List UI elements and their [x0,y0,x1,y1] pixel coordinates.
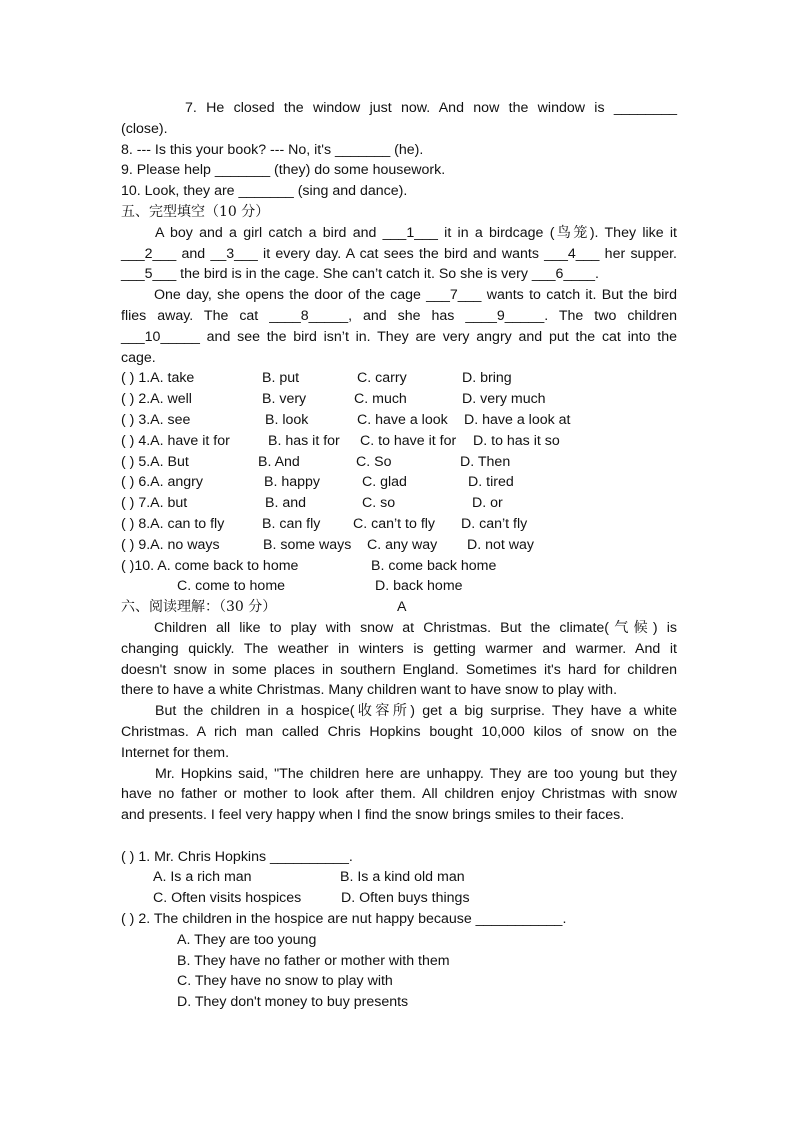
option-c: C. any way [367,536,438,553]
option-d: D. to has it so [473,432,560,449]
option-d: D. have a look at [464,411,571,428]
option-b: B. has it for [268,432,340,449]
passage-line: and presents. I feel very happy when I find the snow brings smiles to their faces. [121,807,625,824]
cloze-question-1 [121,368,677,389]
option-d: D. tired [468,474,514,491]
option-c: C. much [354,391,407,408]
passage-line: Children all like to play with snow at Christmas. But the climate(气候) is [154,619,677,636]
section-heading-reading-row [121,597,677,618]
option-c: C. have a look [357,411,448,428]
option-a: A. They are too young [177,931,317,948]
option-d: D. can’t fly [461,515,528,532]
cloze-paragraph-line: A boy and a girl catch a bird and ___1___ it in a birdcage (鸟笼). They like it [155,224,677,241]
question-8: 8. --- Is this your book? --- No, it's _______ (he). [121,141,424,158]
question-stem: ( ) 6.A. angry [121,474,204,491]
question-stem: ( )10. A. come back to home [121,557,299,574]
reading-question-1-options-ab [121,867,677,888]
option-b: B. very [262,391,307,408]
question-stem: ( ) 1.A. take [121,370,195,387]
question-9: 9. Please help _______ (they) do some housework. [121,162,446,179]
cloze-question-10-options [121,576,677,597]
option-b: B. some ways [263,536,352,553]
option-c: C. to have it for [360,432,457,449]
cloze-paragraph-line: flies away. The cat ____8_____, and she has ____9_____. The two children [121,307,677,324]
cloze-question-3 [121,410,677,431]
option-b: B. look [265,411,309,428]
question-stem: ( ) 8.A. can to fly [121,515,225,532]
option-d: D. bring [462,370,512,387]
passage-label: A [397,599,407,616]
option-c: C. glad [362,474,407,491]
option-c: C. Often visits hospices [153,890,302,907]
passage-line: Mr. Hopkins said, "The children here are unhappy. They are too young but they [155,765,677,782]
cloze-question-9 [121,535,677,556]
option-c: C. come to home [177,578,286,595]
cloze-question-5 [121,452,677,473]
spacer [121,826,677,847]
option-d: D. very much [462,391,546,408]
cloze-paragraph-line: ___5___ the bird is in the cage. She can’t catch it. So she is very ___6____. [121,266,599,283]
option-b: B. come back home [371,557,497,574]
option-b: B. Is a kind old man [340,869,465,886]
cloze-paragraph-line: One day, she opens the door of the cage ___7___ wants to catch it. But the bird [154,287,677,304]
option-b: B. And [258,453,300,470]
option-d: D. or [472,495,503,512]
passage-line: doesn't snow in some places in southern England. Sometimes it's hard for children [121,661,677,678]
cloze-paragraph-line: ___2___ and __3___ it every day. A cat sees the bird and wants ___4___ her supper. [121,245,677,262]
option-b: B. happy [264,474,321,491]
passage-line: Internet for them. [121,744,230,761]
option-a: A. Is a rich man [153,869,252,886]
option-d: D. They don't money to buy presents [177,994,409,1011]
cloze-question-10 [121,556,677,577]
cloze-question-7 [121,493,677,514]
option-c: C. can’t to fly [353,515,436,532]
option-c: C. They have no snow to play with [177,973,393,990]
worksheet-page [121,98,677,1013]
option-c: C. so [362,495,396,512]
cloze-question-2 [121,389,677,410]
passage-line: But the children in a hospice(收容所) get a big surprise. They have a white [155,703,677,720]
section-heading-cloze: 五、完型填空（10 分） [121,203,270,220]
question-stem: ( ) 5.A. But [121,453,189,470]
section-heading-reading: 六、阅读理解：（30 分） [121,599,277,616]
cloze-question-6 [121,472,677,493]
option-c: C. So [356,453,392,470]
option-b: B. and [265,495,307,512]
question-7-hint: (close). [121,120,168,137]
question-stem: ( ) 3.A. see [121,411,191,428]
question-stem: ( ) 2.A. well [121,391,192,408]
reading-question-2: ( ) 2. The children in the hospice are nut happy because ___________. [121,911,567,928]
passage-line: there to have a white Christmas. Many children want to have snow to play with. [121,682,618,699]
passage-line: changing quickly. The weather in winters is getting warmer and warmer. And it [121,640,677,657]
question-stem: ( ) 7.A. but [121,495,188,512]
option-b: B. put [262,370,300,387]
cloze-paragraph-line: cage. [121,349,156,366]
reading-question-1: ( ) 1. Mr. Chris Hopkins __________. [121,848,353,865]
option-b: B. can fly [262,515,321,532]
question-10: 10. Look, they are _______ (sing and dance). [121,183,408,200]
reading-question-1-options-cd [121,888,677,909]
cloze-question-8 [121,514,677,535]
passage-line: have no father or mother to look after them. All children enjoy Christmas with snow [121,786,677,803]
passage-line: Christmas. A rich man called Chris Hopkins bought 10,000 kilos of snow on the [121,723,677,740]
option-c: C. carry [357,370,407,387]
question-7: 7. He closed the window just now. And now the window is ________ [185,100,677,116]
option-d: D. Then [460,453,511,470]
option-d: D. not way [467,536,535,553]
option-d: D. back home [375,578,463,595]
cloze-question-4 [121,431,677,452]
question-stem: ( ) 4.A. have it for [121,432,230,449]
question-stem: ( ) 9.A. no ways [121,536,220,553]
cloze-paragraph-line: ___10_____ and see the bird isn’t in. They are very angry and put the cat into the [121,328,677,345]
option-d: D. Often buys things [341,890,470,907]
option-b: B. They have no father or mother with them [177,952,450,969]
